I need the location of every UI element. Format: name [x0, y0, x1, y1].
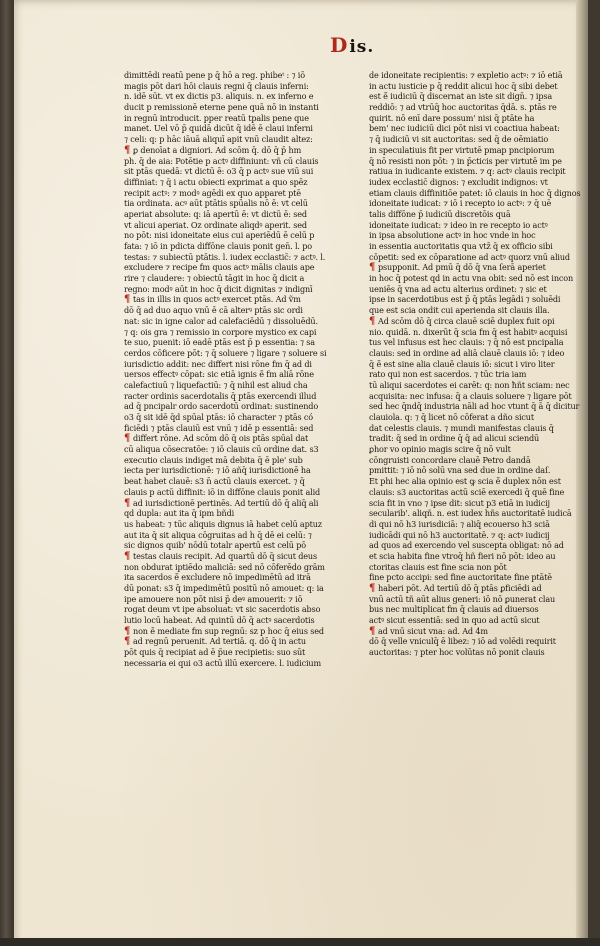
text-line [369, 241, 591, 252]
text-line [369, 123, 591, 134]
text-line [124, 113, 344, 124]
line-text: clauis: s3 auctoritas actū sciē exercedi q̄ quē fine [369, 486, 565, 497]
text-line [124, 583, 344, 594]
line-text: pōt quis q̄ recipiat ad ē p̄ue recipietis: suo sūt [124, 647, 306, 658]
line-text: acquisita: nec infusa: q̄ a clauis soluere ⁊ ligare pōt [369, 390, 572, 401]
text-line [124, 551, 344, 562]
line-text: executio clauis indiget mā debita q̄ ē ple' sub [124, 454, 303, 465]
line-text: vnū actū tñ aūt alius generi: iō nō ꝑunerat clau [369, 593, 556, 604]
text-line [124, 476, 344, 487]
line-text: tū aliqui sacerdotes ei carēt: q: non ħñt sciam: nec [369, 379, 570, 390]
line-text: tas in illis in quos actꝰ exercet ptās. Ad ṽm [133, 294, 301, 305]
line-text: excludere ⁊ recipe fm quos actꝰ mālis clauis ape [124, 262, 315, 273]
line-text: fine pcto accipi: sed fine auctoritate fine ptātē [369, 572, 552, 583]
text-line [124, 530, 344, 541]
text-line [124, 519, 344, 530]
line-text: tus vel infusus est hec clauis: ⁊ q̄ nō est pncipalia [369, 337, 564, 348]
line-text: di qui nō h3 iurisdiciā: ⁊ aliq̄ ecouerso h3 sciā [369, 518, 550, 529]
line-text: ⁊ celi: q: p hāc iāuā aliquī apit vnū claudit altez: [124, 134, 313, 145]
text-line [369, 220, 591, 231]
text-line [369, 498, 591, 509]
line-text: necessaria ei qui o3 actū illū exercere. l. iudicium [124, 657, 322, 668]
line-text: uersos effectꝰ cōpat: sic etiā ignis ē̄ fm aliā rōne [124, 369, 314, 380]
text-line [369, 412, 591, 423]
text-line [124, 540, 344, 551]
text-line [124, 594, 344, 605]
text-line [369, 391, 591, 402]
line-text: iudicādi qui nō h3 auctoritatē. ⁊ q: actꝰ iudicij [369, 529, 550, 540]
line-text: magis pōt dari hōi clauis regni q̄ clauis inferni: [124, 80, 309, 91]
line-text: rire ⁊ claudere: ⁊ obiectū tāgit in hoc q̄ dicit a [124, 273, 305, 284]
line-text: diffiniat: ⁊ q̄ i actu obiecti exprimat a quo spēz [124, 176, 308, 187]
line-text: est ē̄ iudiciū q̄ discernat an iste sit dign̄. ⁊ ipsa [369, 91, 553, 102]
text-line [369, 476, 591, 487]
line-text: te suo, puenit: iō eadē ptās est p̄ p essentia: ⁊ sa [124, 337, 315, 348]
line-text: ipe amouere non pōt nisi p̄ deꝰ amouerit: ⁊ iō [124, 593, 303, 604]
text-line [369, 594, 591, 605]
red-paragraph-mark: ¶ [124, 497, 131, 509]
red-paragraph-mark: ¶ [369, 315, 376, 327]
text-line [124, 562, 344, 573]
line-text: clauis p actū diffinit: iō in diffōne clauis ponit alid [124, 486, 321, 497]
line-text: ita sacerdos ē̄ excludere nō impedimētū ad itrā [124, 572, 311, 583]
text-line [124, 177, 344, 188]
red-paragraph-mark: ¶ [124, 144, 131, 156]
line-text: differt rōne. Ad scōm dō q̄ ois ptās spūal dat [133, 433, 309, 444]
line-text: actꝰ sicut essentiā: sed in quo ad actū sicut [369, 615, 540, 626]
text-line [124, 198, 344, 209]
line-text: pmittit: ⁊ iō nō solū vna sed due in ordine daſ. [369, 465, 551, 476]
text-line [369, 604, 591, 615]
text-line [124, 401, 344, 412]
text-line [124, 316, 344, 327]
line-text: in ipsa absolutione actꝰ in hoc vnde in hoc [369, 230, 536, 241]
text-line [124, 188, 344, 199]
text-line [124, 647, 344, 658]
text-line [369, 551, 591, 562]
line-text: ad regnū peruenit. Ad tertiā. q. dō q̄ in actu [133, 636, 306, 647]
line-text: ꝑ denoīat a digniori. Ad scōm q̄. dō q̄ p̄ hm [133, 144, 302, 155]
text-line [369, 636, 591, 647]
text-line [124, 209, 344, 220]
text-line [369, 113, 591, 124]
text-line [369, 540, 591, 551]
line-text: ⁊ q̄ iudiciū vi sit auctoritas: sed q̄ de oēmiatio [369, 134, 549, 145]
text-line [124, 508, 344, 519]
text-line [124, 294, 344, 305]
text-line [369, 562, 591, 573]
line-text: haberi pōt. Ad tertiū dō q̄ ptās ꝑficiēdi ad [378, 583, 542, 593]
line-text: ꝑhor vo opinio magis scire q̄ nō vult [369, 444, 511, 455]
text-line [369, 156, 591, 167]
line-text: tia ordinata. acꝰ aūt ptātis spūalis nō ē: vt celū [124, 198, 308, 209]
text-line [369, 305, 591, 316]
text-line [124, 455, 344, 466]
text-line [369, 284, 591, 295]
line-text: non ē̄ mediate fm sup regnū: sz p hoc q̄ eius sed [133, 625, 324, 636]
line-text: non obdurat iptiēdo maliciā: sed nō cōferēdo grām [124, 561, 325, 572]
text-line [124, 380, 344, 391]
text-line [369, 487, 591, 498]
text-line [124, 241, 344, 252]
line-text: racter ordinis sacerdotalis q̄ ptās exercendi illud [124, 390, 317, 401]
line-text: Ad scōm dō q̄ circa clauē sciē duplex fuit opi [378, 315, 555, 326]
text-line [124, 91, 344, 102]
red-paragraph-mark: ¶ [369, 625, 376, 637]
text-line [369, 519, 591, 530]
text-line [369, 401, 591, 412]
line-text: testas: ⁊ subiectū ptātis. l. iudex ecclastic̄: ⁊ actꝰ. l. [124, 251, 326, 262]
header-red-initial: D [330, 33, 349, 57]
text-line [369, 455, 591, 466]
line-text: de idoneitate recipientis: ⁊ expletio actꝰ: ⁊ iō etiā [369, 70, 563, 80]
red-paragraph-mark: ¶ [124, 625, 131, 637]
text-line [124, 572, 344, 583]
text-line [369, 262, 591, 273]
text-line [124, 444, 344, 455]
line-text: rogat deum vt ipe absoluat: vt sic sacerdotis abso [124, 604, 321, 615]
line-text: dimittēdi reatū pene p q̄ hō a reg. phibeᵗ : ⁊ iō [124, 70, 305, 80]
line-text: iecta per iurisdictionē: ⁊ iō añq̄ iurisdictionē ha [124, 465, 311, 476]
text-line [124, 123, 344, 134]
line-text: iudex ecclastic̄ dignos: ⁊ excludit indignos: vt [369, 176, 548, 187]
text-line [369, 188, 591, 199]
line-text: beat habet clauē: s3 n̄ actū clauis exercet. ⁊ q̄ [124, 476, 305, 487]
line-text: us habeat: ⁊ tūc aliquis dignus iā habet celū aptuz [124, 518, 322, 529]
line-text: aut ita q̄ sit aliqua cōgruitas ad h̄ q̄ dē ei celū: ⁊ [124, 529, 312, 540]
red-paragraph-mark: ¶ [369, 262, 376, 274]
text-line [369, 316, 591, 327]
text-line [369, 145, 591, 156]
text-line [124, 273, 344, 284]
line-text: calefactiuū ⁊ liquefactiū: ⁊ q̄ nihil est aliud cha [124, 379, 308, 390]
line-text: bus nec multiplicat fm q̄ clauis ad diuersos [369, 604, 539, 615]
line-text: que est scia ondit cui aperienda sit clauis illa. [369, 305, 550, 316]
red-paragraph-mark: ¶ [124, 294, 131, 306]
text-line [369, 583, 591, 594]
line-text: ad vnū sicut vna: ad. Ad 4m [378, 625, 488, 636]
text-line [124, 636, 344, 647]
text-line [369, 252, 591, 263]
text-line [369, 508, 591, 519]
line-text: cōngruisti concordare clauē Petro dandā [369, 454, 531, 465]
line-text: quirit. nō enī dare possum' nisi q̄ ptāte ha [369, 112, 535, 123]
scan-bottom-border [0, 938, 600, 946]
line-text: in essentia auctoritatis qua vtz̄ q̄ ex officio sibi [369, 241, 553, 251]
line-text: dat celestis clauis. ⁊ mundi manifestas clauis q̄ [369, 422, 554, 433]
line-text: no pōt: nisi idoneitate eius cui aperiēdū ē celū p [124, 230, 315, 241]
line-text: in hoc q̄ potest qd in actu vna obit: sed nō est incon [369, 273, 574, 284]
text-line [369, 294, 591, 305]
text-line [124, 433, 344, 444]
line-text: manet. Uel vō p̄ quidā dicūt q̄ idē ē claui inferni [124, 123, 313, 134]
text-line [124, 70, 344, 81]
text-line [369, 337, 591, 348]
text-line [124, 615, 344, 626]
line-text: in regnū introducit. pper reatū tpalis pene que [124, 112, 309, 123]
line-text: ad q̄ pncipalr ordo sacerdotū ordinat: sustinendo [124, 401, 319, 412]
line-text: secularib'. aliqñ. n. est iudex hñs auctoritatē iudicā [369, 508, 572, 519]
text-line [369, 647, 591, 658]
text-line [124, 252, 344, 263]
line-text: ad iurisdictionē pertinēs. Ad tertiū dō q̄ aliq̄ ali [133, 497, 319, 508]
text-line [124, 327, 344, 338]
line-text: bem' nec iudiciū dici pōt nisi vi coactiua habeat: [369, 123, 560, 134]
text-line [369, 348, 591, 359]
line-text: ⁊ q: ois gra ⁊ remissio in corpore mystico ex capi [124, 326, 317, 337]
text-line [124, 337, 344, 348]
line-text: sit ptās quedā: vt dictū ē: o3 q̄ p actꝰ sue viū sui [124, 166, 314, 177]
line-text: ratiua in iudicante existem. ⁊ q: actꝰ clauis recipit [369, 166, 566, 177]
line-text: tradit: q̄ sed in ordine q̄ q̄ ad alicui sciendū [369, 433, 540, 444]
header-text: is. [349, 37, 375, 57]
line-text: scia fit in vno ⁊ ipse dit: sicut p3 etiā in iudicij [369, 497, 550, 508]
text-column-left [124, 70, 344, 669]
text-line [124, 166, 344, 177]
text-line [124, 102, 344, 113]
line-text: et scia habita fine vtroq̄ hñ fieri nō pōt: ideo au [369, 550, 556, 561]
text-line [124, 305, 344, 316]
line-text: vt alicui aperiat. Oz ordinate aliqdꝰ aperit. sed [124, 219, 307, 230]
line-text: lutio locū habeat. Ad quintū dō q̄ actꝰ sacerdotis [124, 615, 315, 626]
text-line [369, 198, 591, 209]
red-paragraph-mark: ¶ [369, 583, 376, 594]
text-line [369, 91, 591, 102]
line-text: testas clauis recipit. Ad quartū dō q̄ sicut deus [133, 550, 317, 561]
text-line [124, 369, 344, 380]
line-text: ficiēdi ⁊ ptās clauiū est vnū ⁊ idē p essentiā: sed [124, 422, 314, 433]
text-line [124, 81, 344, 92]
text-line [124, 412, 344, 423]
text-line [369, 465, 591, 476]
line-text: nio. quidā. n. dixerūt q̄ scia fm q̄ est habitꝰ acquisi [369, 326, 568, 337]
line-text: cerdos cōficere pōt: ⁊ q̄ soluere ⁊ ligare ⁊ soluere si [124, 347, 327, 358]
line-text: recipit actꝰ: ⁊ modꝰ agēdi ex quo apparet ptē [124, 187, 301, 198]
line-text: Et phi hec alia opinio est ꝙ scia ē̄ duplex nōn est [369, 476, 561, 487]
line-text: ad quos ad exercendo vel suscepta obligat: nō ad [369, 540, 564, 551]
red-paragraph-mark: ¶ [124, 550, 131, 562]
line-text: nat: sic in igne calor ad calefaciēdū ⁊ dissoluēdū. [124, 315, 318, 326]
text-line [369, 423, 591, 434]
text-line [369, 230, 591, 241]
text-line [369, 572, 591, 583]
line-text: ueniēs q̄ vna ad actu alterius ordinet: ⁊ sic et [369, 283, 547, 294]
text-line [124, 220, 344, 231]
line-text: fata: ⁊ iō in pdicta diffōne clauis ponit gen̄. l. po [124, 241, 313, 251]
text-line [124, 658, 344, 669]
line-text: iurisdictio addit: nec differt nisi rōne fm q̄ ad di [124, 358, 312, 369]
line-text: q̄ nō resisti non pōt: ⁊ in p̄cticis per virtutē im pe [369, 155, 562, 166]
text-line [124, 359, 344, 370]
line-text: ipse in sacerdotibus est p̄ q̄ ptās legādi ⁊ soluēdi [369, 294, 561, 305]
line-text: ctoritas clauis est fine scia non pōt [369, 561, 507, 572]
text-line [369, 273, 591, 284]
text-line [124, 391, 344, 402]
text-line [369, 81, 591, 92]
text-line [369, 102, 591, 113]
line-text: rato qui non est sacerdos. ⁊ tūc tria iam [369, 369, 527, 380]
line-text: idoneitate iudicat: ⁊ iō i recepto io actꝰ: ⁊ q̄ uē [369, 198, 552, 209]
text-line [124, 156, 344, 167]
red-paragraph-mark: ¶ [124, 636, 131, 648]
text-line [124, 604, 344, 615]
line-text: clauiola. q: ⁊ q̄ licet nō cōferat a dño sicut [369, 412, 534, 422]
text-line [369, 359, 591, 370]
text-line [369, 327, 591, 338]
text-line [124, 498, 344, 509]
text-line [124, 134, 344, 145]
line-text: q̄ ē̄ est sine alia clauē clauis iō: sicut i viro liter [369, 358, 555, 369]
line-text: dū ponat: s3 q̄ impedimētū positū nō amouet: q: ia [124, 583, 324, 593]
line-text: ducit p remissionē eterne pene quā nō in instanti [124, 102, 319, 113]
text-line [124, 145, 344, 156]
text-line [369, 444, 591, 455]
text-line [124, 262, 344, 273]
text-line [369, 380, 591, 391]
line-text: in speculatiuis fit per virtutē pmap pncipiorum [369, 144, 555, 155]
line-text: auctoritas: ⁊ pter hoc volūtas nō ponit clauis [369, 647, 545, 658]
text-line [369, 70, 591, 81]
line-text: idoneitate iudicat: ⁊ ideo in re recepto io actꝰ [369, 219, 548, 230]
text-line [124, 284, 344, 295]
line-text: sic dignos quib' nōdū totalr apertū est celū pō [124, 540, 307, 551]
line-text: clauis: sed in ordine ad aliā clauē clauis iō: ⁊ ideo [369, 347, 565, 358]
text-line [124, 230, 344, 241]
line-text: n. idē sūt. vt ex dictis p3. aliquis. n. ex inferno e [124, 91, 314, 102]
line-text: etiam clauis diffinitiōe patet: iō clauis in hoc q̄ dignos [369, 187, 581, 198]
running-header [330, 33, 374, 57]
text-line [124, 465, 344, 476]
line-text: o3 q̄ sit idē q̄d spūal ptās: iō character ⁊ ptās có [124, 412, 314, 422]
line-text: dō q̄ velle vniculq̄ ē libez: ⁊ iō ad volēdi requirit [369, 636, 556, 647]
line-text: regno: modꝰ aūt in hoc q̄ dicit dignitas ⁊ indignī [124, 283, 313, 294]
line-text: cū aliqua cōsecratōe: ⁊ iō clauis cū ordine dat. s3 [124, 444, 319, 455]
text-line [369, 530, 591, 541]
line-text: sed hec q̄ndq̄ industria nāli ad hoc vtunt q̄ ā q̄ dicitur [369, 401, 580, 412]
text-line [124, 423, 344, 434]
line-text: talis diffōne p̄ iudiciū discretōis quā [369, 208, 511, 219]
text-line [369, 177, 591, 188]
text-line [369, 166, 591, 177]
line-text: qd dupla: aut ita q̄ ipm bñdi [124, 508, 235, 519]
line-text: in actu iusticie p q̄ reddit alicui hoc q̄ sibi debet [369, 80, 558, 91]
text-line [124, 348, 344, 359]
line-text: psupponit. Ad pmū q̄ dō q̄ vna ſerā aperiet [378, 262, 546, 273]
line-text: ph. q̄ de aia: Potētie p actꝰ diffiniunt: vñ cū clauis [124, 155, 319, 166]
line-text: aperiat absolute: q: iā apertū ē: vt dictū ē: sed [124, 208, 307, 219]
text-column-right [369, 70, 591, 658]
line-text: dō q̄ ad duo aquo vnū ē cā alterꝰ ptās sic ordi [124, 305, 303, 316]
text-line [369, 615, 591, 626]
text-line [369, 134, 591, 145]
text-line [124, 626, 344, 637]
text-line [124, 487, 344, 498]
text-line [369, 433, 591, 444]
red-paragraph-mark: ¶ [124, 433, 131, 445]
line-text: cōpetit: sed ex cōparatione ad actꝰ quorz vnū aliud [369, 251, 570, 262]
line-text: reddiō: ⁊ ad vtrūq̄ hoc auctoritas q̄dā. s. ptās re [369, 102, 557, 113]
text-line [369, 369, 591, 380]
text-line [369, 626, 591, 637]
text-line [369, 209, 591, 220]
